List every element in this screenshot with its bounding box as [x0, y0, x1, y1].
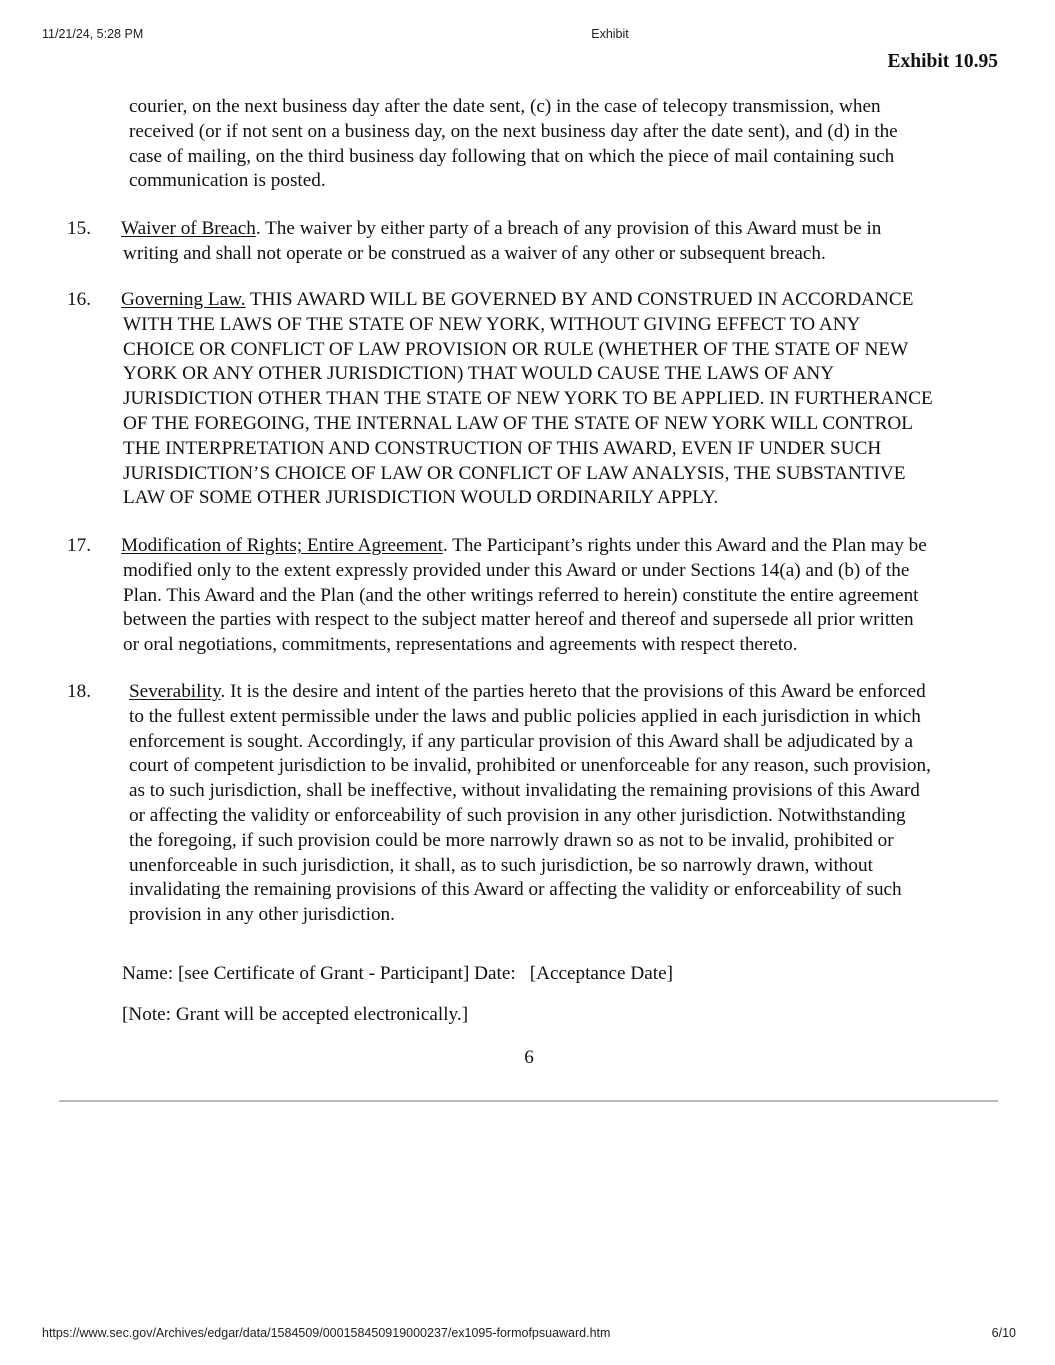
name-date-line: [122, 962, 673, 987]
text-line: communication is posted.: [129, 170, 326, 192]
text-line: . The Participant’s rights under this Award and the Plan may be: [442, 535, 927, 556]
text-line: JURISDICTION’S CHOICE OF LAW OR CONFLICT OF LAW ANALYSIS, THE SUBSTANTIVE: [123, 462, 906, 484]
participant-name: Name: [see Certificate of Grant - Participant] Date:: [122, 963, 516, 984]
text-line: between the parties with respect to the subject matter hereof and thereof and supersede all prior written: [123, 609, 914, 631]
print-header: [0, 27, 1055, 43]
text-line: the foregoing, if such provision could be more narrowly drawn so as not to be invalid, prohibited or: [129, 829, 894, 851]
text-line: to the fullest extent permissible under the laws and public policies applied in each jurisdiction in which: [129, 705, 921, 727]
text-line: case of mailing, on the third business day following that on which the piece of mail containing such: [129, 145, 895, 167]
section-body: [121, 288, 1005, 511]
page-divider: [59, 1100, 998, 1102]
text-line: JURISDICTION OTHER THAN THE STATE OF NEW YORK TO BE APPLIED. IN FURTHERANCE: [123, 388, 933, 410]
text-line: WITH THE LAWS OF THE STATE OF NEW YORK, WITHOUT GIVING EFFECT TO ANY: [123, 313, 861, 335]
section-number: 17.: [67, 535, 91, 556]
section-heading: Severability: [129, 681, 221, 702]
text-line: Plan. This Award and the Plan (and the other writings referred to herein) constitute the entire agreement: [123, 584, 919, 606]
print-url: https://www.sec.gov/Archives/edgar/data/1584509/000158450919000237/ex1095-formofpsuaward.htm: [42, 1326, 611, 1340]
section-heading: Modification of Rights; Entire Agreement: [121, 535, 443, 556]
print-page-count: 6/10: [991, 1326, 1016, 1340]
section-heading: Waiver of Breach: [121, 218, 256, 239]
text-line: court of competent jurisdiction to be invalid, prohibited or unenforceable for any reason, such provision,: [129, 755, 931, 777]
section-number: 16.: [67, 289, 91, 310]
text-line: unenforceable in such jurisdiction, it shall, as to such jurisdiction, be so narrowly drawn, without: [129, 854, 873, 876]
text-line: YORK OR ANY OTHER JURISDICTION) THAT WOULD CAUSE THE LAWS OF ANY: [123, 363, 835, 385]
text-line: as to such jurisdiction, shall be ineffective, without invalidating the remaining provisions of this Award: [129, 780, 920, 802]
text-line: received (or if not sent on a business day, on the next business day after the date sent), and (d) in the: [129, 120, 898, 142]
text-line: LAW OF SOME OTHER JURISDICTION WOULD ORDINARILY APPLY.: [123, 487, 719, 509]
acceptance-date: [Acceptance Date]: [529, 963, 673, 984]
text-line: . The waiver by either party of a breach of any provision of this Award must be in: [255, 218, 882, 239]
text-line: invalidating the remaining provisions of this Award or affecting the validity or enforceability of such: [129, 879, 902, 901]
page-number: 6: [524, 1047, 534, 1068]
text-line: writing and shall not operate or be construed as a waiver of any other or subsequent breach.: [123, 242, 826, 264]
continuation-paragraph: [129, 95, 1009, 194]
print-datetime: 11/21/24, 5:28 PM: [42, 27, 144, 41]
text-line: CHOICE OR CONFLICT OF LAW PROVISION OR RULE (WHETHER OF THE STATE OF NEW: [123, 338, 909, 360]
text-line: enforcement is sought. Accordingly, if any particular provision of this Award shall be adjudicated by a: [129, 730, 914, 752]
grant-note: [Note: Grant will be accepted electronically.]: [122, 1004, 469, 1025]
section-heading: Governing Law.: [121, 289, 246, 310]
exhibit-label: Exhibit 10.95: [887, 51, 998, 72]
print-title: Exhibit: [591, 27, 629, 41]
text-line: provision in any other jurisdiction.: [129, 904, 395, 926]
section-number: 18.: [67, 681, 91, 702]
text-line: or oral negotiations, commitments, representations and agreements with respect thereto.: [123, 634, 798, 656]
text-line: courier, on the next business day after the date sent, (c) in the case of telecopy transmission, when: [129, 96, 881, 117]
print-footer: [0, 1326, 1055, 1342]
text-line: THE INTERPRETATION AND CONSTRUCTION OF THIS AWARD, EVEN IF UNDER SUCH: [123, 437, 882, 459]
text-line: . It is the desire and intent of the parties hereto that the provisions of this Award be enforced: [220, 681, 926, 702]
section-body: [121, 217, 1005, 267]
section-number: 15.: [67, 218, 91, 239]
text-line: OF THE FOREGOING, THE INTERNAL LAW OF THE STATE OF NEW YORK WILL CONTROL: [123, 412, 913, 434]
section-body: [129, 680, 1009, 928]
text-line: THIS AWARD WILL BE GOVERNED BY AND CONSTRUED IN ACCORDANCE: [245, 289, 914, 310]
text-line: modified only to the extent expressly provided under this Award or under Sections 14(a) and (b) of the: [123, 559, 910, 581]
section-body: [121, 534, 1005, 658]
text-line: or affecting the validity or enforceability of such provision in any other jurisdiction. Notwithstanding: [129, 804, 906, 826]
